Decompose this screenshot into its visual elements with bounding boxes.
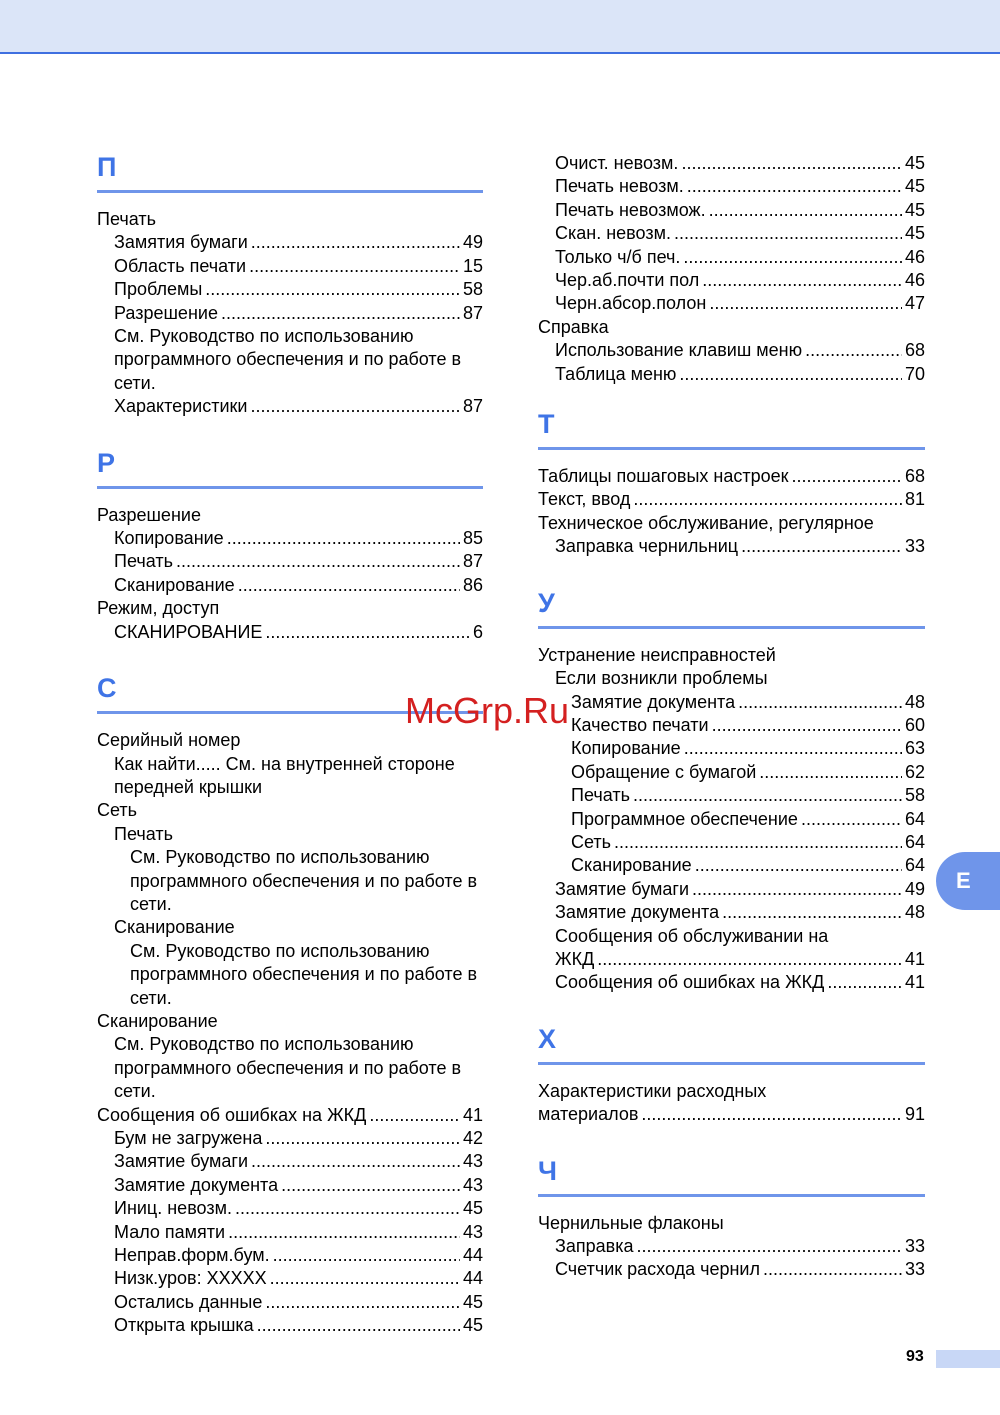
index-entry-page[interactable]: 86 <box>462 574 483 595</box>
index-entry: Печать <box>114 823 173 844</box>
index-entry-page[interactable]: 33 <box>904 536 925 557</box>
index-entry-page[interactable]: 46 <box>904 270 925 291</box>
index-entry-page[interactable]: 60 <box>904 714 925 735</box>
index-entry-page[interactable]: 43 <box>462 1221 483 1242</box>
dot-leader <box>687 175 902 198</box>
index-entry[interactable] <box>538 948 925 971</box>
dot-leader <box>221 302 460 325</box>
dot-leader <box>805 339 902 362</box>
index-entry-page[interactable]: 45 <box>904 199 925 220</box>
dot-leader <box>250 395 460 418</box>
dot-leader <box>679 363 902 386</box>
index-entry[interactable] <box>538 339 925 362</box>
dot-leader <box>614 831 902 854</box>
index-entry-text: Очист. невозм. <box>555 153 679 173</box>
index-entry-page[interactable]: 63 <box>904 738 925 759</box>
section-gap <box>97 1338 483 1349</box>
index-entry[interactable] <box>97 1127 483 1150</box>
index-entry-text: Качество печати <box>571 714 709 735</box>
index-entry[interactable] <box>538 808 925 831</box>
index-entry-text: Область печати <box>114 255 247 276</box>
index-entry[interactable] <box>97 1291 483 1314</box>
index-entry: См. Руководство по использованию программного обеспечения и по работе в сети. <box>114 326 462 393</box>
index-entry-page[interactable]: 45 <box>462 1198 483 1219</box>
dot-leader <box>692 878 902 901</box>
index-entry-page[interactable]: 62 <box>904 761 925 782</box>
section-gap <box>97 419 483 430</box>
dot-leader <box>235 1197 460 1220</box>
index-entry[interactable] <box>538 901 925 924</box>
index-entry[interactable] <box>97 527 483 550</box>
index-entry-text: Замятия бумаги <box>114 232 248 253</box>
index-entry-text: Печать <box>571 785 630 806</box>
section-letter-heading: С <box>97 661 483 714</box>
index-entry: Устранение неисправностей <box>538 644 776 665</box>
index-entry-page[interactable]: 45 <box>904 223 925 244</box>
index-entry[interactable] <box>97 1104 483 1127</box>
index-entry-page[interactable]: 70 <box>904 363 925 384</box>
dot-leader <box>641 1103 902 1126</box>
section-gap <box>97 644 483 655</box>
index-entry-text: Счетчик расхода чернил <box>555 1259 760 1280</box>
index-section <box>538 1012 925 1138</box>
index-entry: Сеть <box>97 800 138 821</box>
index-section <box>97 661 483 1349</box>
index-entry: Справка <box>538 316 609 337</box>
index-entry[interactable] <box>538 199 925 222</box>
index-entry-page[interactable]: 87 <box>462 551 483 572</box>
index-entry-page[interactable]: 81 <box>904 489 925 510</box>
index-entry[interactable] <box>538 971 925 994</box>
index-entry-text: Проблемы <box>114 279 203 300</box>
index-entry-page[interactable]: 68 <box>904 466 925 487</box>
dot-leader <box>738 691 902 714</box>
index-entry-page[interactable]: 15 <box>462 255 483 276</box>
index-entry-text: Сообщения об ошибках на ЖКД <box>555 972 825 993</box>
chapter-tab[interactable]: E <box>936 852 1000 910</box>
dot-leader <box>637 1235 902 1258</box>
index-entry-text: Таблицы пошаговых настроек <box>538 466 789 487</box>
dot-leader <box>702 269 902 292</box>
section-gap <box>538 559 925 570</box>
section-letter-heading: П <box>97 140 483 193</box>
index-entry-page[interactable]: 87 <box>462 302 483 323</box>
dot-leader <box>597 948 902 971</box>
index-entry-text: Иниц. невозм. <box>114 1198 232 1219</box>
dot-leader <box>741 535 902 558</box>
page-number: 93 <box>906 1348 924 1365</box>
dot-leader <box>759 761 902 784</box>
index-entry-page[interactable]: 64 <box>904 855 925 876</box>
index-entry[interactable] <box>538 761 925 784</box>
index-entry: Сканирование <box>97 1010 218 1031</box>
index-entry[interactable] <box>538 1258 925 1281</box>
dot-leader <box>709 292 902 315</box>
page-number-bar <box>936 1350 1000 1368</box>
index-entry-text: Мало памяти <box>114 1221 226 1242</box>
index-entry[interactable] <box>538 691 925 714</box>
index-entry-text: Сканирование <box>571 855 692 876</box>
index-entry[interactable] <box>97 395 483 418</box>
index-entry-page[interactable]: 41 <box>462 1104 483 1125</box>
index-entry-text: Характеристики <box>114 396 248 417</box>
index-entry-page[interactable]: 43 <box>462 1174 483 1195</box>
index-entry-page[interactable]: 64 <box>904 831 925 852</box>
index-entry-page[interactable]: 44 <box>462 1245 483 1266</box>
index-entry: См. Руководство по использованию программного обеспечения и по работе в сети. <box>130 847 478 914</box>
index-entry-page[interactable]: 48 <box>904 691 925 712</box>
dot-leader <box>763 1258 902 1281</box>
index-section <box>97 140 483 430</box>
section-letter-heading: У <box>538 576 925 629</box>
dot-leader <box>281 1174 460 1197</box>
dot-leader <box>633 488 902 511</box>
section-letter-heading: Ч <box>538 1144 925 1197</box>
index-entry-text: Замятие документа <box>555 902 720 923</box>
dot-leader <box>228 1221 460 1244</box>
index-entry[interactable] <box>538 737 925 760</box>
index-entry-text: Чер.аб.почти пол <box>555 270 700 291</box>
dot-leader <box>257 1314 460 1337</box>
index-entry: Серийный номер <box>97 730 241 751</box>
index-entry-page[interactable]: 58 <box>462 279 483 300</box>
index-entry-page[interactable]: 49 <box>904 878 925 899</box>
index-entry-page[interactable]: 48 <box>904 902 925 923</box>
index-entry: Печать <box>97 209 156 229</box>
index-entry[interactable] <box>538 465 925 488</box>
index-entry[interactable] <box>538 269 925 292</box>
index-entry-text: Сканирование <box>114 574 235 595</box>
index-entry-text: Печать <box>114 551 173 572</box>
dot-leader <box>712 714 902 737</box>
index-entry-text: Низк.уров: XXXXX <box>114 1268 267 1289</box>
index-entry[interactable] <box>538 246 925 269</box>
index-entry[interactable] <box>97 550 483 573</box>
index-entry: Как найти..... См. на внутренней стороне передней крышки <box>114 753 455 797</box>
index-entry: Сканирование <box>114 917 235 938</box>
index-entry-text: Замятие документа <box>114 1174 279 1195</box>
index-entry-text: СКАНИРОВАНИЕ <box>114 621 263 642</box>
index-entry-page[interactable]: 33 <box>904 1259 925 1280</box>
index-entry-text: Замятие документа <box>571 691 736 712</box>
section-gap <box>538 1127 925 1138</box>
dot-leader <box>683 246 902 269</box>
dot-leader <box>792 465 902 488</box>
index-entry[interactable] <box>538 175 925 198</box>
index-entry: См. Руководство по использованию программного обеспечения и по работе в сети. <box>130 940 478 1008</box>
index-entry-page[interactable]: 45 <box>904 153 925 173</box>
index-entry-page[interactable]: 43 <box>462 1151 483 1172</box>
index-entry-page[interactable]: 64 <box>904 808 925 829</box>
index-entry: Разрешение <box>97 504 201 525</box>
index-entry-page[interactable]: 45 <box>904 176 925 197</box>
dot-leader <box>801 808 902 831</box>
index-entry[interactable] <box>97 621 483 644</box>
index-entry-text: Заправка чернильниц <box>555 536 739 557</box>
index-entry[interactable] <box>97 302 483 325</box>
index-entry[interactable] <box>538 152 925 175</box>
index-entry-page[interactable]: 42 <box>462 1128 483 1148</box>
index-entry[interactable] <box>538 1103 925 1126</box>
dot-leader <box>722 901 902 924</box>
index-entry-text: Разрешение <box>114 302 218 323</box>
index-entry-text: Скан. невозм. <box>555 223 671 244</box>
index-entry-page[interactable]: 46 <box>904 246 925 267</box>
index-entry-text: ЖКД <box>555 948 595 969</box>
index-entry-page[interactable]: 91 <box>904 1104 925 1125</box>
index-entry-text: Копирование <box>571 738 681 759</box>
dot-leader <box>249 255 460 278</box>
index-entry[interactable] <box>97 231 483 254</box>
index-entry[interactable] <box>538 878 925 901</box>
index-entry-page[interactable]: 68 <box>904 340 925 361</box>
dot-leader <box>251 1150 460 1173</box>
section-gap <box>538 995 925 1006</box>
dot-leader <box>695 854 902 877</box>
index-entry-text: Черн.абсор.полон <box>555 293 707 314</box>
index-entry[interactable] <box>97 1150 483 1173</box>
index-entry-text: Бум не загружена <box>114 1128 263 1148</box>
index-entry[interactable] <box>97 278 483 301</box>
index-entry-page[interactable]: 45 <box>462 1291 483 1312</box>
index-entry-page[interactable]: 85 <box>462 528 483 549</box>
index-entry-text: Сеть <box>571 831 612 852</box>
index-entry[interactable] <box>97 1174 483 1197</box>
index-entry-text: Заправка <box>555 1236 634 1256</box>
index-entry-text: Только ч/б печ. <box>555 246 681 267</box>
dot-leader <box>674 222 902 245</box>
index-entry-text: Использование клавиш меню <box>555 340 803 361</box>
header-band <box>0 0 1000 54</box>
dot-leader <box>251 231 460 254</box>
index-entry[interactable] <box>97 1267 483 1290</box>
index-entry-page[interactable]: 58 <box>904 785 925 806</box>
index-entry[interactable] <box>538 784 925 807</box>
dot-leader <box>633 784 902 807</box>
index-entry[interactable] <box>97 1221 483 1244</box>
index-entry[interactable] <box>538 292 925 315</box>
dot-leader <box>265 1127 460 1150</box>
index-entry: См. Руководство по использованию программного обеспечения и по работе в сети. <box>114 1034 462 1102</box>
dot-leader <box>265 1291 460 1314</box>
dot-leader <box>270 1267 460 1290</box>
watermark-text: McGrp.Ru <box>405 690 570 731</box>
index-entry[interactable] <box>97 1197 483 1220</box>
index-entry-text: Текст, ввод <box>538 489 631 510</box>
index-section <box>97 436 483 655</box>
index-entry[interactable] <box>538 854 925 877</box>
index-entry-text: Остались данные <box>114 1291 263 1312</box>
dot-leader <box>238 574 460 597</box>
index-column-left <box>97 140 483 1355</box>
index-entry-text: Копирование <box>114 528 224 549</box>
index-entry[interactable] <box>97 1314 483 1337</box>
index-entry: Чернильные флаконы <box>538 1212 724 1233</box>
index-entry: Режим, доступ <box>97 598 220 619</box>
index-entry-page[interactable]: 41 <box>904 972 925 993</box>
index-entry-page[interactable]: 33 <box>904 1236 925 1256</box>
index-section <box>538 1144 925 1293</box>
dot-leader <box>681 152 902 175</box>
index-entry-text: Таблица меню <box>555 363 677 384</box>
index-entry[interactable] <box>538 831 925 854</box>
index-entry-text: Неправ.форм.бум. <box>114 1245 270 1266</box>
index-entry-text: Печать невозм. <box>555 176 684 197</box>
index-entry-page[interactable]: 44 <box>462 1268 483 1289</box>
section-letter-heading: Т <box>538 397 925 450</box>
section-letter-heading: Р <box>97 436 483 489</box>
index-entry-page[interactable]: 49 <box>462 232 483 253</box>
index-entry[interactable] <box>538 488 925 511</box>
index-entry[interactable] <box>538 222 925 245</box>
continued-entries <box>538 152 925 397</box>
index-entry[interactable] <box>97 255 483 278</box>
index-entry-page[interactable]: 47 <box>904 293 925 314</box>
index-entry[interactable] <box>538 363 925 386</box>
dot-leader <box>227 527 460 550</box>
index-entry-text: Печать невозмож. <box>555 199 706 220</box>
index-column-right <box>538 140 925 1299</box>
index-entry-text: материалов <box>538 1104 639 1125</box>
dot-leader <box>176 550 460 573</box>
index-entry-text: Открыта крышка <box>114 1315 254 1336</box>
index-section <box>538 576 925 1006</box>
index-entry[interactable] <box>538 535 925 558</box>
index-section <box>538 397 925 570</box>
index-entry-page[interactable]: 41 <box>904 948 925 969</box>
index-entry: Сообщения об обслуживании на <box>555 925 829 946</box>
index-entry-page[interactable]: 6 <box>472 621 483 642</box>
dot-leader <box>684 737 902 760</box>
dot-leader <box>709 199 902 222</box>
index-entry-page[interactable]: 87 <box>462 396 483 417</box>
index-entry: Если возникли проблемы <box>555 668 768 689</box>
dot-leader <box>273 1244 460 1267</box>
index-entry-text: Сообщения об ошибках на ЖКД <box>97 1104 367 1125</box>
index-entry[interactable] <box>97 574 483 597</box>
section-gap <box>538 1282 925 1293</box>
index-entry[interactable] <box>538 1235 925 1258</box>
index-entry: Характеристики расходных <box>538 1080 767 1101</box>
index-entry[interactable] <box>538 714 925 737</box>
dot-leader <box>827 971 902 994</box>
index-entry[interactable] <box>97 1244 483 1267</box>
dot-leader <box>369 1104 460 1127</box>
index-entry: Техническое обслуживание, регулярное <box>538 512 874 533</box>
dot-leader <box>205 278 460 301</box>
index-entry-text: Программное обеспечение <box>571 808 798 829</box>
index-entry-text: Замятие бумаги <box>555 878 690 899</box>
index-entry-page[interactable]: 45 <box>462 1315 483 1336</box>
index-entry-text: Замятие бумаги <box>114 1151 249 1172</box>
dot-leader <box>265 621 470 644</box>
section-gap <box>538 386 925 397</box>
index-entry-text: Обращение с бумагой <box>571 761 757 782</box>
section-letter-heading: Х <box>538 1012 925 1065</box>
